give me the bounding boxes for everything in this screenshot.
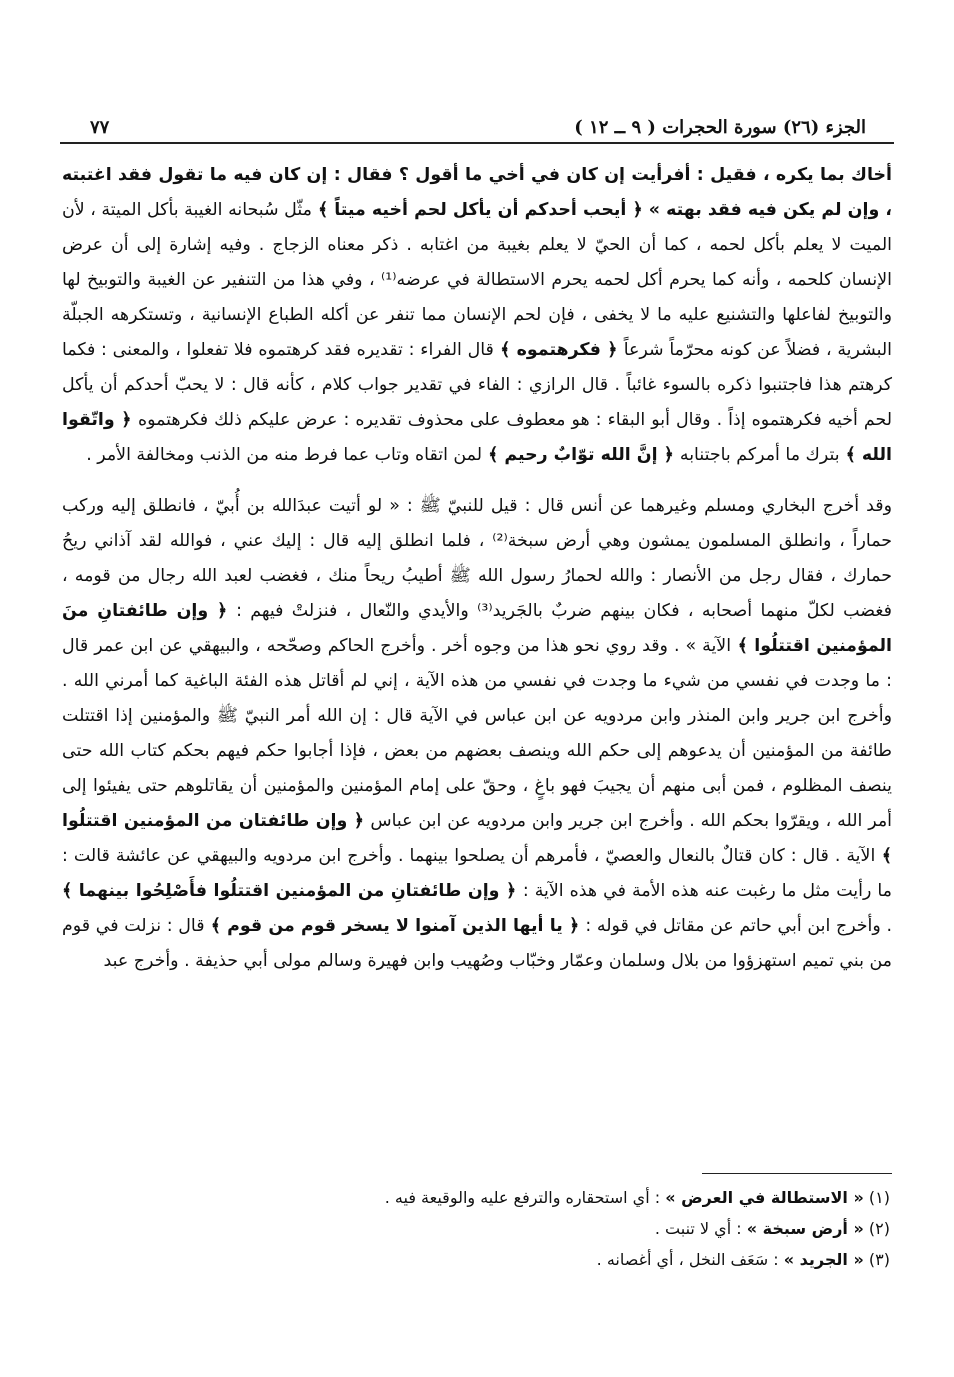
footnote-number: (٣) [868,1250,890,1269]
footnote-1 [62,1182,892,1213]
text-segment: أخاك بما يكره ، فقيل : أفرأيت إن كان في أخي ما أقول ؟ فقال : إن كان فيه ما تقول فقد اغتبته ، وإن لم يكن فيه فقد بهته » [62,165,892,220]
page-number: ٧٧ [90,117,110,138]
main-text [62,158,892,979]
text-segment: الآية . قال : كان قتالٌ بالنعال والعصيّ ، فأمرهم أن يصلحوا بينهما . وأخرج ابن مردويه والبيهقي عن عائشة قالت : ما رأيت مثل ما رغبت عنه هذه الأمة في هذه الآية : [62,846,892,901]
quran-verse: ﴿ واتّقوا الله ﴾ [62,410,892,465]
quran-verse: ﴿ وإن طائفتانِ من المؤمنين اقتتلُوا فأَصْلِحُوا بينهما ﴾ [62,881,523,901]
quran-verse: ﴿ أيحب أحدكم أن يأكل لحم أخيه ميتاً ﴾ [311,200,649,220]
text-segment: قال : نزلت في قوم من بني تميم استهزؤوا من بلال وسلمان وعمّار وخبّاب وصُهيب وابن فهيرة وسالم مولى أبي حذيفة . وأخرج عبد [62,916,892,971]
footnote-term: « الجريد » [783,1250,864,1269]
quran-verse: ﴿ وإن طائفتانِ منَ المؤمنين اقتتلُوا ﴾ [62,601,892,656]
text-segment: بترك ما أمركم باجتنابه [679,445,840,465]
footnote-number: (٢) [868,1219,890,1238]
text-segment: قال الفراء : تقديره فقد كرهتموه فلا تفعلوا ، والمعنى : فكما كرهتم هذا فاجتنبوا ذكره بالسوء غائباً . قال الرازي : الفاء في تقدير جواب كلام ، كأنه قال : لا يحبّ أحدكم أن يأكل لحم أخيه فكرهتموه إذاً . وقال أبو البقاء : هو معطوف على محذوف تقديره : عرض عليكم ذلك فكرهتموه [62,340,893,430]
footnote-text: : أي استحقاره والترفع عليه والوقيعة فيه . [384,1188,666,1207]
text-segment: . وأخرج ابن أبي حاتم عن مقاتل في قوله : [585,916,892,936]
footnote-number: (١) [868,1188,890,1207]
quran-verse: ﴿ وإن طائفتان من المؤمنين اقتتلُوا ﴾ [62,811,892,866]
text-segment: مثّل سُبحانه الغيبة بأكل الميتة ، لأن الميت لا يعلم بأكل لحمه ، كما أن الحيّ لا يعلم بغيبة من اغتابه . ذكر معناه الزجاج . وفيه إشارة إلى أن عرض الإنسان كلحمه ، وأنه كما يحرم أكل لحمه يحرم الاستطالة في عرضه⁽¹⁾ ، وفي هذا من التنفير عن الغيبة والتوبيخ لها والتوبيخ لفاعلها والتشنيع عليه ما لا يخفى ، فإن لحم الإنسان مما تنفر عن أكله الطباع الإنسانية ، وتستكرهه الجبلّة البشرية ، فضلاً عن كونه محرّماً شرعاً [62,200,893,360]
paragraph-tafsir [62,158,892,473]
footnote-3 [62,1244,892,1275]
quran-verse: ﴿ فكرهتموه ﴾ [493,340,624,360]
footnote-term: « الاستطالة في العرض » [665,1188,864,1207]
text-segment: وقد أخرج البخاري ومسلم وغيرهما عن أنس قال : قيل للنبيّ ﷺ : « لو أتيت عبدَالله بن أُبيّ ، فانطلق إليه وركب حماراً ، وانطلق المسلمون يمشون وهي أرض سبخة⁽²⁾ ، فلما انطلق إليه قال : إليك عني ، فوالله لقد آذاني ريحُ حمارك ، فقال رجل من الأنصار : والله لحمارُ رسول الله ﷺ أطيبُ ريحاً منك ، فغضب لعبد الله رجال من قومه ، فغضب لكلّ منهما أصحابه ، فكان بينهم ضربٌ بالجَريد⁽³⁾ والأيدي والنّعال ، فنزلتْ فيهم : [62,496,893,621]
running-header [60,104,894,144]
paragraph-narrations [62,489,892,979]
footnote-text: : أي لا تنبت . [654,1219,747,1238]
header-title: الجزء (٢٦) سورة الحجرات ( ٩ ــ ١٢ ) [574,117,866,138]
footnote-divider [702,1173,892,1174]
quran-verse: ﴿ يا أيها الذين آمنوا لا يسخر قوم من قوم ﴾ [204,916,586,936]
footnote-term: « أرض سبخة » [746,1219,864,1238]
footnote-2 [62,1213,892,1244]
text-segment: الآية » . وقد روي نحو هذا من وجوه أخر . وأخرج الحاكم وصحّحه ، والبيهقي عن ابن عمر قال : ما وجدت في نفسي من شيء ما وجدت في نفسي من هذه الآية ، إني لم أقاتل هذه الفئة الباغية كما أمرني الله . وأخرج ابن جرير وابن المنذر وابن مردويه عن ابن عباس في الآية قال : إن الله أمر النبيّ ﷺ والمؤمنين إذا اقتتلت طائفة من المؤمنين أن يدعوهم إلى حكم الله وينصف بعضهم من بعض ، فإذا أجابوا حكم فيهم بحكم كتاب الله حتى ينصف المظلوم ، فمن أبى منهم أن يجيبَ فهو باغٍ ، وحقّ على إمام المؤمنين والمؤمنين أن يقاتلوهم حتى يفيئوا إلى أمر الله ، ويقرّوا بحكم الله . وأخرج ابن جرير وابن مردويه عن ابن عباس [62,636,892,831]
footnotes [62,1173,892,1275]
text-segment: لمن اتقاه وتاب عما فرط منه من الذنب ومخالفة الأمر . [86,445,483,465]
footnote-text: : سَعَف النخل ، أي أغصانه . [596,1250,784,1269]
quran-verse: ﴿ إنَّ الله توّابٌ رحيم ﴾ [482,445,680,465]
